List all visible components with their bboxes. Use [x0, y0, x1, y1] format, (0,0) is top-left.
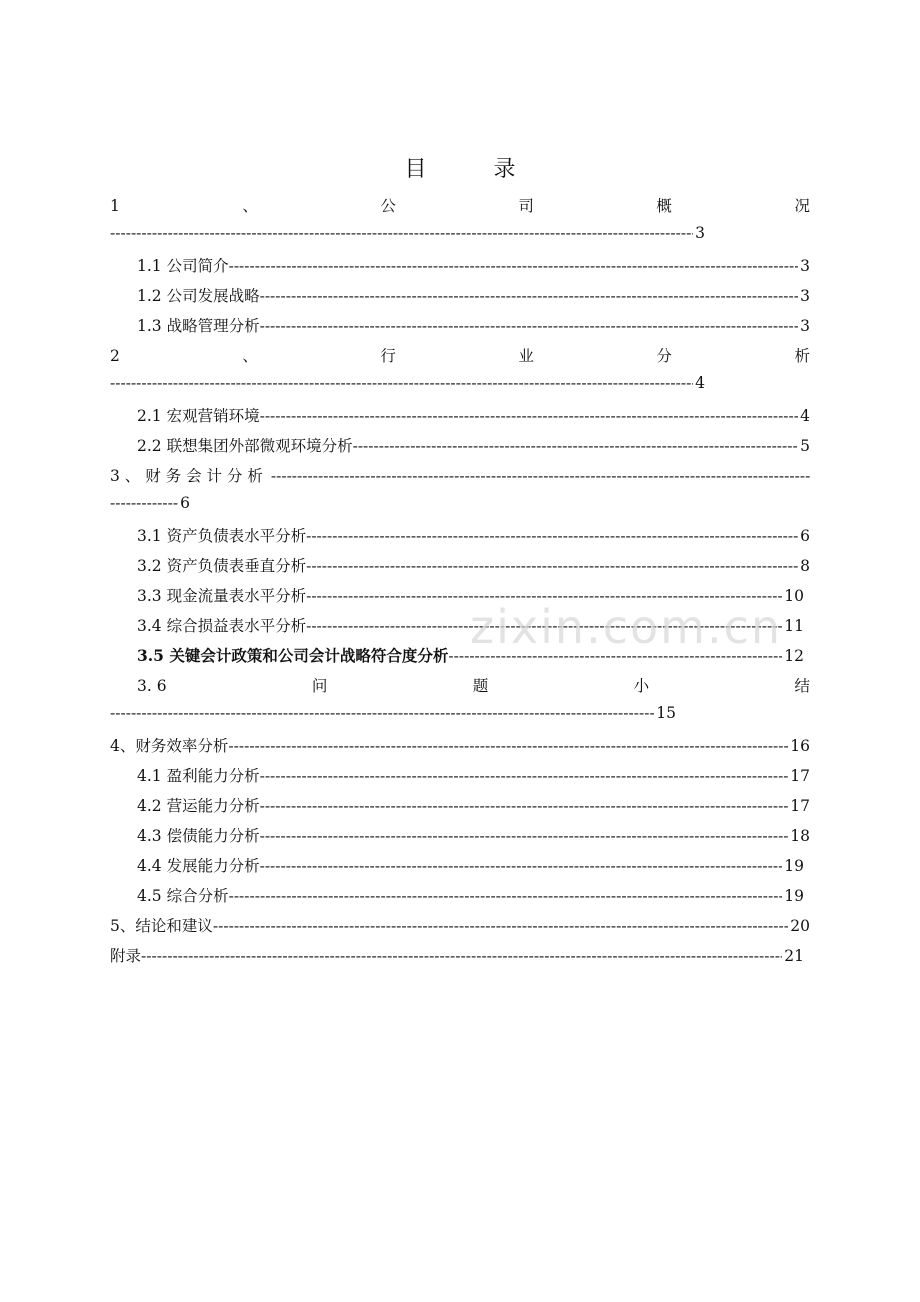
toc-entry-4-4[interactable]	[110, 854, 810, 884]
toc-label: 4.2 营运能力分析	[137, 797, 260, 815]
toc-label: 2.2 联想集团外部微观环境分析	[137, 437, 353, 455]
dot-leader	[110, 494, 178, 512]
toc-label: 1.1 公司简介	[137, 257, 229, 275]
toc-entry-2-heading[interactable]	[110, 344, 810, 374]
toc-entry-1-2[interactable]	[110, 284, 810, 314]
toc-text: 题	[472, 677, 489, 695]
dot-leader	[306, 557, 798, 575]
toc-label: 3 、 财 务 会 计 分 析	[110, 467, 263, 485]
page-number: 3	[800, 317, 810, 335]
toc-entry-3-leader	[110, 494, 190, 524]
page-number: 17	[790, 767, 810, 785]
toc-label: 4.1 盈利能力分析	[137, 767, 260, 785]
dot-leader	[260, 767, 789, 785]
page-number: 5	[800, 437, 810, 455]
toc-label: 3.5 关键会计政策和公司会计战略符合度分析	[137, 646, 449, 665]
dot-leader	[260, 317, 799, 335]
toc-entry-3-2[interactable]	[110, 554, 810, 584]
dot-leader	[110, 374, 693, 392]
page-number: 3	[800, 257, 810, 275]
page-number: 21	[784, 947, 804, 965]
toc-label: 1.3 战略管理分析	[137, 317, 260, 335]
toc-text: 分	[656, 347, 672, 365]
toc-label: 1.2 公司发展战略	[137, 287, 260, 305]
toc-label: 4.3 偿债能力分析	[137, 827, 260, 845]
toc-text: 况	[794, 197, 810, 215]
toc-label: 4.4 发展能力分析	[137, 857, 260, 875]
toc-label: 3.1 资产负债表水平分析	[137, 527, 307, 545]
dot-leader	[110, 224, 693, 242]
dot-leader	[228, 737, 788, 755]
toc-entry-3-6-leader	[110, 704, 676, 734]
dot-leader	[141, 947, 782, 965]
toc-label: 3.2 资产负债表垂直分析	[137, 557, 307, 575]
dot-leader	[213, 917, 788, 935]
toc-text: 小	[633, 677, 650, 695]
page-number: 19	[784, 857, 804, 875]
page-number: 8	[800, 557, 810, 575]
toc-entry-3-1[interactable]	[110, 524, 810, 554]
page-number: 16	[790, 737, 810, 755]
toc-entry-2-1[interactable]	[110, 404, 810, 434]
dot-leader	[260, 827, 789, 845]
toc-text: 问	[311, 677, 328, 695]
toc-entry-3-heading[interactable]	[110, 464, 810, 494]
toc-entry-4-1[interactable]	[110, 764, 810, 794]
page-number: 17	[790, 797, 810, 815]
toc-text: 析	[794, 347, 810, 365]
toc-entry-4-2[interactable]	[110, 794, 810, 824]
page-number: 10	[784, 587, 804, 605]
page-number: 20	[790, 917, 810, 935]
dot-leader	[263, 467, 810, 485]
toc-text: 概	[656, 197, 672, 215]
toc-label: 2.1 宏观营销环境	[137, 407, 260, 425]
toc-entry-2-2[interactable]	[110, 434, 810, 464]
toc-entry-4-heading[interactable]	[110, 734, 810, 764]
toc-entry-3-6-heading[interactable]	[110, 674, 810, 704]
dot-leader	[229, 257, 799, 275]
dot-leader	[353, 437, 799, 455]
toc-entry-2-leader	[110, 374, 705, 404]
page-number: 18	[790, 827, 810, 845]
toc-entry-4-5[interactable]	[110, 884, 810, 914]
toc-text: 行	[380, 347, 396, 365]
toc-text: 业	[518, 347, 534, 365]
dot-leader	[260, 857, 783, 875]
watermark: zixin.com.cn	[470, 600, 783, 654]
page-number: 6	[800, 527, 810, 545]
toc-entry-5-heading[interactable]	[110, 914, 810, 944]
dot-leader	[110, 704, 654, 722]
page-number: 12	[784, 647, 804, 665]
dot-leader	[260, 797, 789, 815]
toc-label: 附录	[110, 947, 142, 965]
toc-text: 3. 6	[137, 677, 167, 695]
page-number: 3	[695, 224, 705, 242]
page-number: 11	[784, 617, 804, 635]
toc-entry-1-3[interactable]	[110, 314, 810, 344]
toc-text: 公	[380, 197, 396, 215]
toc-label: 3.4 综合损益表水平分析	[137, 617, 307, 635]
toc-entry-4-3[interactable]	[110, 824, 810, 854]
dot-leader	[260, 407, 799, 425]
toc-label: 4.5 综合分析	[137, 887, 229, 905]
toc-entry-appendix[interactable]	[110, 944, 810, 974]
toc-text: 、	[242, 197, 258, 215]
page-title: 目 录	[404, 157, 546, 182]
toc-text: 、	[242, 347, 258, 365]
page-number: 6	[180, 494, 190, 512]
page-number: 4	[800, 407, 810, 425]
toc-entry-1-leader	[110, 224, 705, 254]
dot-leader	[260, 287, 799, 305]
toc-entry-1-heading[interactable]	[110, 194, 810, 224]
page-number: 4	[695, 374, 705, 392]
page-number: 19	[784, 887, 804, 905]
toc-text: 2	[110, 347, 120, 365]
toc-text: 结	[794, 677, 810, 695]
toc-label: 4、财务效率分析	[110, 737, 229, 755]
toc-label: 5、结论和建议	[110, 917, 213, 935]
toc-entry-1-1[interactable]	[110, 254, 810, 284]
table-of-contents	[110, 194, 810, 974]
page-number: 3	[800, 287, 810, 305]
dot-leader	[229, 887, 783, 905]
page-number: 15	[656, 704, 676, 722]
toc-text: 司	[518, 197, 534, 215]
toc-text: 1	[110, 197, 120, 215]
toc-label: 3.3 现金流量表水平分析	[137, 587, 307, 605]
dot-leader	[306, 527, 798, 545]
